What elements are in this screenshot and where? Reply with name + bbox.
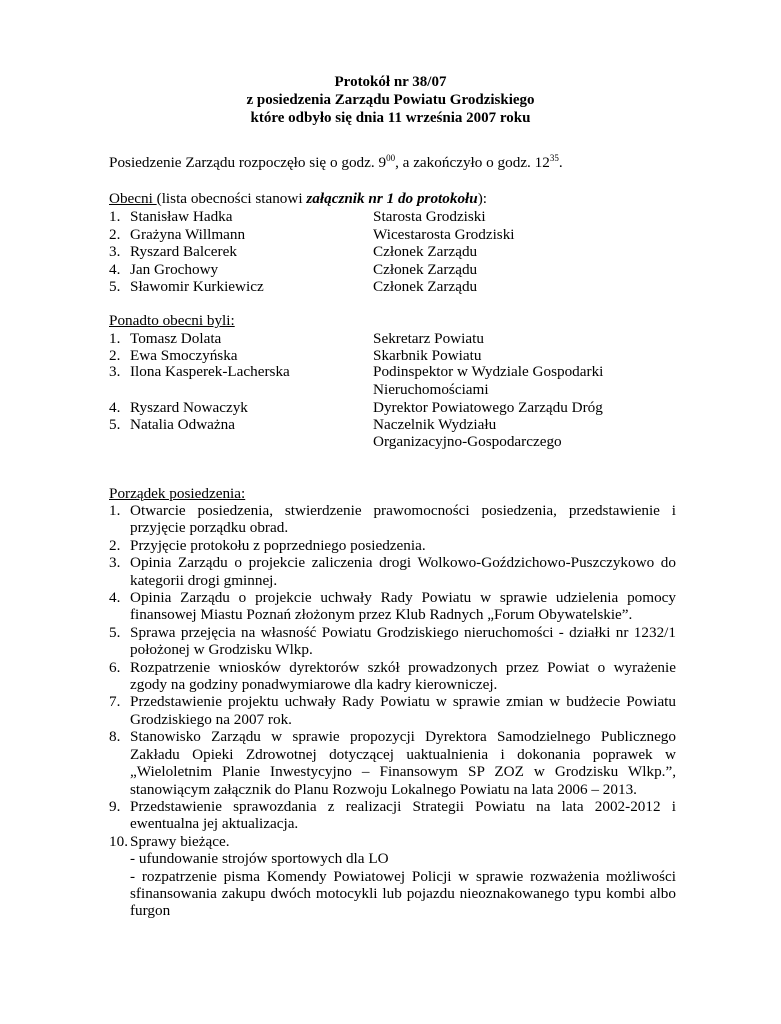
- agenda-list: [109, 502, 676, 920]
- also-present-heading: Ponadto obecni byli:: [109, 312, 235, 329]
- agenda-item: 6. Rozpatrzenie wniosków dyrektorów szkół prowadzonych przez Powiat o wyrażenie zgody na godziny ponadwymiarowe dla kadry kierowniczej.: [109, 658, 676, 694]
- agenda-item: 8. Stanowisko Zarządu w sprawie propozycji Dyrektora Samodzielnego Publicznego Zakładu Opieki Zdrowotnej dotyczącej uaktualnienia i dokonania poprawek w „Wieloletnim Planie Inwestycyjno – Finansowym SP ZOZ w Grodzisku Wlkp.”, stanowiącym załącznik do Planu Rozwoju Lokalnego Powiatu na lata 2006 – 2013.: [109, 728, 676, 798]
- member-name: Ilona Kasperek-Lacherska: [130, 363, 290, 380]
- member-name: Natalia Odważna: [130, 416, 235, 433]
- member-name: Ryszard Balcerek: [130, 243, 237, 260]
- agenda-item: 10. Sprawy bieżące.: [109, 832, 230, 850]
- agenda-item: 4. Opinia Zarządu o projekcie uchwały Rady Powiatu w sprawie udzielenia pomocy finansowej Miastu Poznań złożonym przez Klub Radnych „Forum Obywatelskie”.: [109, 589, 676, 624]
- protocol-subtitle: z posiedzenia Zarządu Powiatu Grodziskiego: [246, 92, 535, 108]
- member-name: Ewa Smoczyńska: [130, 347, 238, 364]
- member-name: Sławomir Kurkiewicz: [130, 278, 264, 295]
- agenda-item: 1. Otwarcie posiedzenia, stwierdzenie prawomocności posiedzenia, przedstawienie i przyjęcie porządku obrad.: [109, 502, 676, 537]
- document-page: Protokół nr 38/07 z posiedzenia Zarządu Powiatu Grodziskiego które odbyło się dnia 11 września 2007 roku Posiedzenie Zarządu rozpoczęło się o godz. $9^{00}$, a zakończyło o godz. $12^{35}$. Obecni (lista obecności stanowi załącznik nr 1 do protokołu): 1. Stanisław Hadka Starosta Grodziski 2. Grażyna Willmann Wicestarosta Grodziski 3. Ryszard Balcerek Członek Zarządu 4. Jan Grochowy Członek Zarządu 5. Sławomir Kurkiewicz Członek Zarządu Ponadto obecni byli: 1. Tomasz Dolata Sekretarz Powiatu 2. Ewa Smoczyńska Skarbnik Powiatu 3. Ilona Kasperek-Lacherska Podinspektor w Wydziale Gospodarki Nieruchomościami 4. Ryszard Nowaczyk Dyrektor Powiatowego Zarządu Dróg 5. Natalia Odważna Naczelnik Wydziału Organizacyjno-Gospodarczego Porządek posiedzenia: 1. Otwarcie posiedzenia, stwierdzenie prawomocności posiedzenia, przedstawienie i przyjęcie porządku obrad. 2. Przyjęcie protokołu z poprzedniego posiedzenia. 3. Opinia Zarządu o projekcie zaliczenia drogi Wolkowo-Goździchowo-Puszczykowo do kategorii drogi gminnej. 4. Opinia Zarządu o projekcie uchwały Rady Powiatu w sprawie udzielenia pomocy finansowej Miastu Poznań złożonym przez Klub Radnych „Forum Obywatelskie”. 5. Sprawa przejęcia na własność Powiatu Grodziskiego nieruchomości - działki nr 1232/1 położonej w Grodzisku Wlkp. 6. Rozpatrzenie wniosków dyrektorów szkół prowadzonych przez Powiat o wyrażenie zgody na godziny ponadwymiarowe dla kadry kierowniczej. 7. Przedstawienie projektu uchwały Rady Powiatu w sprawie zmian w budżecie Powiatu Grodziskiego na 2007 rok. 8. Stanowisko Zarządu w sprawie propozycji Dyrektora Samodzielnego Publicznego Zakładu Opieki Zdrowotnej dotyczącej uaktualnienia i dokonania poprawek w „Wieloletnim Planie Inwestycyjno – Finansowym SP ZOZ w Grodzisku Wlkp.”, stanowiącym załącznik do Planu Rozwoju Lokalnego Powiatu na lata 2006 – 2013. 9. Przedstawienie sprawozdania z realizacji Strategii Powiatu na lata 2002-2012 i ewentualna jej aktualizacja. 10. Sprawy bieżące. - ufundowanie strojów sportowych dla LO - rozpatrzenie pisma Komendy Powiatowej Policji w sprawie rozważenia możliwości sfinansowania zakupu dwóch motocykli lub pojazdu nieoznakowanego typu kombi albo furgon: [0, 0, 781, 1024]
- member-role: Członek Zarządu: [373, 278, 478, 295]
- agenda-item: 5. Sprawa przejęcia na własność Powiatu Grodziskiego nieruchomości - działki nr 1232/1 położonej w Grodzisku Wlkp.: [109, 623, 676, 659]
- member-role: Skarbnik Powiatu: [373, 347, 482, 364]
- member-role: Członek Zarządu: [373, 243, 478, 260]
- member-name: Tomasz Dolata: [130, 330, 222, 347]
- member-role: Wicestarosta Grodziski: [373, 226, 515, 243]
- protocol-date-line: które odbyło się dnia 11 września 2007 roku: [250, 110, 531, 126]
- member-name: Jan Grochowy: [130, 261, 219, 278]
- member-name: Grażyna Willmann: [130, 226, 246, 243]
- member-role: Dyrektor Powiatowego Zarządu Dróg: [373, 399, 603, 416]
- member-role-continued: Organizacyjno-Gospodarczego: [373, 433, 562, 450]
- member-role: Starosta Grodziski: [373, 208, 486, 225]
- agenda-item: 7. Przedstawienie projektu uchwały Rady Powiatu w sprawie zmian w budżecie Powiatu Grodziskiego na 2007 rok.: [109, 693, 676, 728]
- agenda-item: 3. Opinia Zarządu o projekcie zaliczenia drogi Wolkowo-Goździchowo-Puszczykowo do kategorii drogi gminnej.: [109, 554, 676, 589]
- member-role: Sekretarz Powiatu: [373, 330, 484, 347]
- session-time-line: Posiedzenie Zarządu rozpoczęło się o godz. $9^{00}$, a zakończyło o godz. $12^{35}$.: [109, 153, 563, 171]
- present-heading: Obecni (lista obecności stanowi załącznik nr 1 do protokołu):: [109, 190, 487, 207]
- member-role: Członek Zarządu: [373, 261, 478, 278]
- agenda-sub-item: - ufundowanie strojów sportowych dla LO: [130, 850, 389, 868]
- member-name: Ryszard Nowaczyk: [130, 399, 248, 416]
- member-role: Naczelnik Wydziału: [373, 416, 497, 433]
- member-role-continued: Nieruchomościami: [373, 381, 489, 398]
- agenda-item: 2. Przyjęcie protokołu z poprzedniego posiedzenia.: [109, 536, 426, 554]
- agenda-item: 9. Przedstawienie sprawozdania z realizacji Strategii Powiatu na lata 2002-2012 i ewentualna jej aktualizacja.: [109, 797, 676, 833]
- protocol-title: Protokół nr 38/07: [334, 74, 447, 90]
- agenda-heading: Porządek posiedzenia:: [109, 485, 246, 502]
- agenda-sub-item: - rozpatrzenie pisma Komendy Powiatowej Policji w sprawie rozważenia możliwości sfinansowania zakupu dwóch motocykli lub pojazdu nieoznakowanego typu kombi albo furgon: [130, 867, 676, 920]
- member-name: Stanisław Hadka: [130, 208, 233, 225]
- member-role: Podinspektor w Wydziale Gospodarki: [373, 363, 604, 380]
